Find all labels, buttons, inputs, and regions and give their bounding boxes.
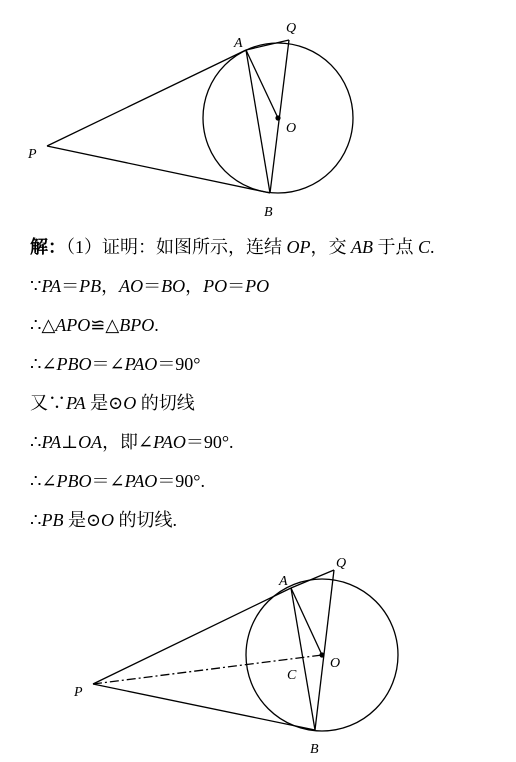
segment-pb <box>47 146 270 193</box>
label-a: A <box>234 36 243 51</box>
proof-line-3: ∴△APO≌△BPO. <box>30 315 159 335</box>
proof-line-1: 解：（1）证明：如图所示，连结 OP，交 AB 于点 C. <box>30 237 435 257</box>
figure-2 <box>0 555 516 762</box>
center-point-o <box>319 652 324 657</box>
figure-1 <box>0 0 516 222</box>
segment-pa <box>47 50 246 146</box>
label-p: P <box>28 147 37 162</box>
segment-qb <box>315 570 334 730</box>
proof-line-4: ∴∠PBO＝∠PAO＝90° <box>30 354 201 374</box>
segment-pa <box>93 588 291 684</box>
label-q: Q <box>286 21 297 36</box>
proof-line-7: ∴∠PBO＝∠PAO＝90°. <box>30 471 206 491</box>
label-c: C <box>287 668 297 683</box>
label-o: O <box>286 121 297 136</box>
segment-ab <box>246 50 270 193</box>
proof-line-5: 又∵PA 是⊙O 的切线 <box>30 393 195 413</box>
segment-aq <box>246 40 289 50</box>
segment-ao <box>291 588 322 655</box>
label-a: A <box>279 574 288 589</box>
label-p: P <box>74 685 83 700</box>
segment-ao <box>246 50 278 118</box>
proof-line-2: ∵PA＝PB，AO＝BO，PO＝PO <box>30 276 270 296</box>
label-b: B <box>310 742 319 757</box>
proof-line-8: ∴PB 是⊙O 的切线. <box>30 510 178 530</box>
proof-line-6: ∴PA⊥OA，即∠PAO＝90°. <box>30 432 234 452</box>
center-point-o <box>275 115 280 120</box>
label-o: O <box>330 656 341 671</box>
label-b: B <box>264 205 273 220</box>
label-q: Q <box>336 556 347 571</box>
segment-pb <box>93 684 315 730</box>
segment-ab <box>291 588 315 730</box>
proof-text <box>30 232 510 544</box>
solution-heading: 解： <box>30 237 66 257</box>
